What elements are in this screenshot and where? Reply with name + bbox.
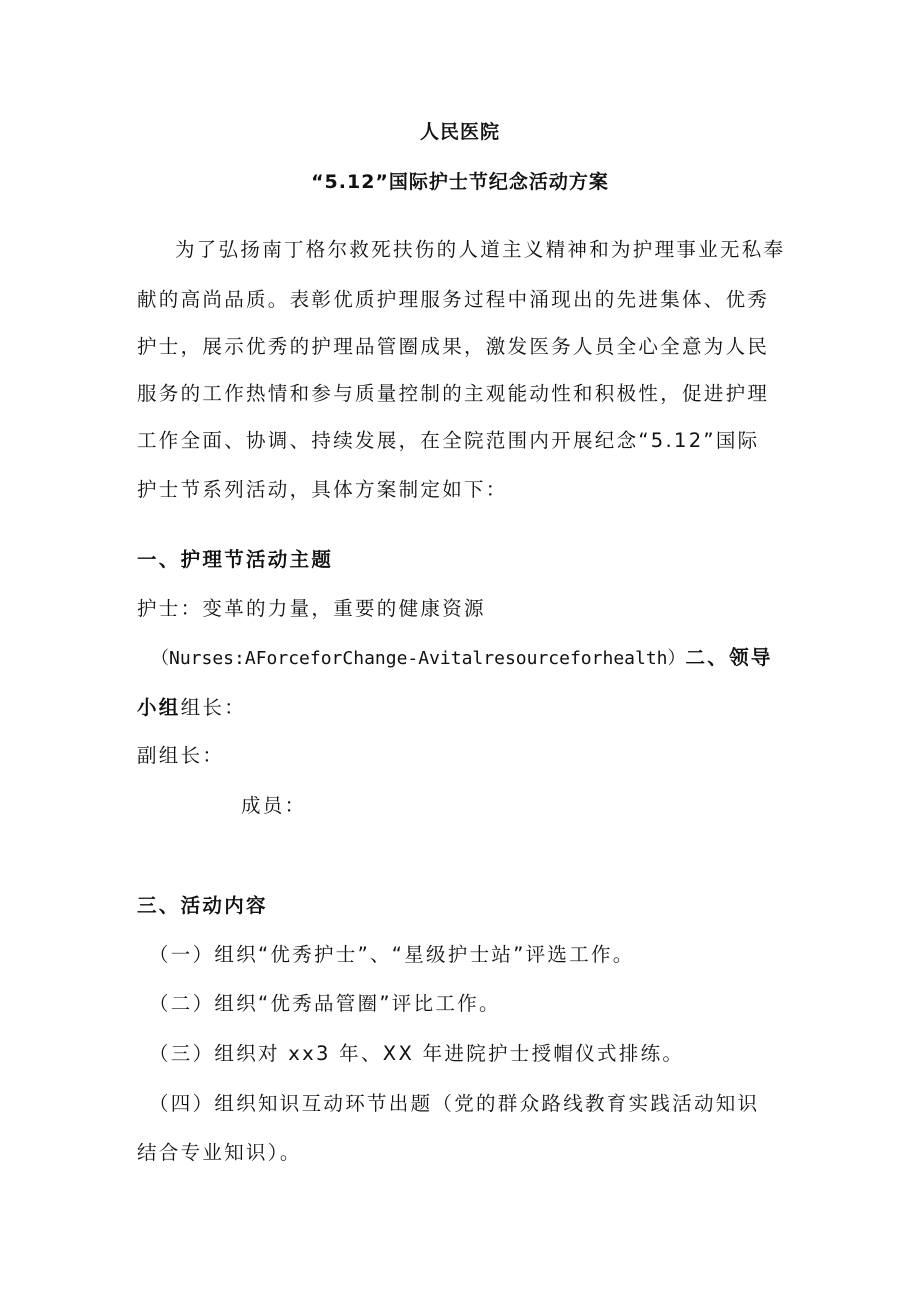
intro-paragraph-line: 献的高尚品质。表彰优质护理服务过程中涌现出的先进集体、优秀 — [137, 288, 770, 311]
deputy-leader-label: 副组长： — [137, 744, 225, 767]
member-label: 成员： — [241, 794, 307, 817]
intro-paragraph-line: 为了弘扬南丁格尔救死扶伤的人道主义精神和为护理事业无私奉 — [175, 238, 786, 261]
leader-label: 组长： — [180, 696, 247, 719]
activity-item-continuation: 结合专业知识）。 — [137, 1141, 302, 1164]
intro-paragraph-line: 护士节系列活动，具体方案制定如下： — [137, 478, 508, 501]
intro-paragraph-line: 工作全面、协调、持续发展，在全院范围内开展纪念“5.12”国际 — [137, 429, 760, 452]
theme-english-row — [151, 645, 773, 672]
intro-paragraph-line: 服务的工作热情和参与质量控制的主观能动性和积极性，促进护理 — [137, 382, 770, 405]
document-title-org: 人民医院 — [419, 121, 500, 143]
document-title-event: “5.12”国际护士节纪念活动方案 — [311, 171, 609, 193]
activity-item: （一）组织“优秀护士”、“星级护士站”评选工作。 — [149, 943, 635, 966]
intro-paragraph-line: 护士，展示优秀的护理品管圈成果，激发医务人员全心全意为人民 — [137, 335, 770, 358]
theme-chinese: 护士：变革的力量，重要的健康资源 — [137, 597, 486, 620]
activity-item: （三）组织对 xx3 年、XX 年进院护士授帽仪式排练。 — [149, 1042, 685, 1065]
section2-heading-part1: 二、领导 — [685, 646, 773, 669]
theme-english: （Nurses:AForceforChange-Avitalresourceforhealth） — [151, 648, 686, 669]
section1-heading: 一、护理节活动主题 — [137, 548, 334, 571]
activity-item: （二）组织“优秀品管圈”评比工作。 — [149, 992, 501, 1015]
section2-heading-part2: 小组 — [137, 696, 181, 719]
section3-heading: 三、活动内容 — [137, 894, 268, 917]
leader-row — [137, 695, 246, 721]
activity-item: （四）组织知识互动环节出题（党的群众路线教育实践活动知识 — [149, 1092, 760, 1115]
